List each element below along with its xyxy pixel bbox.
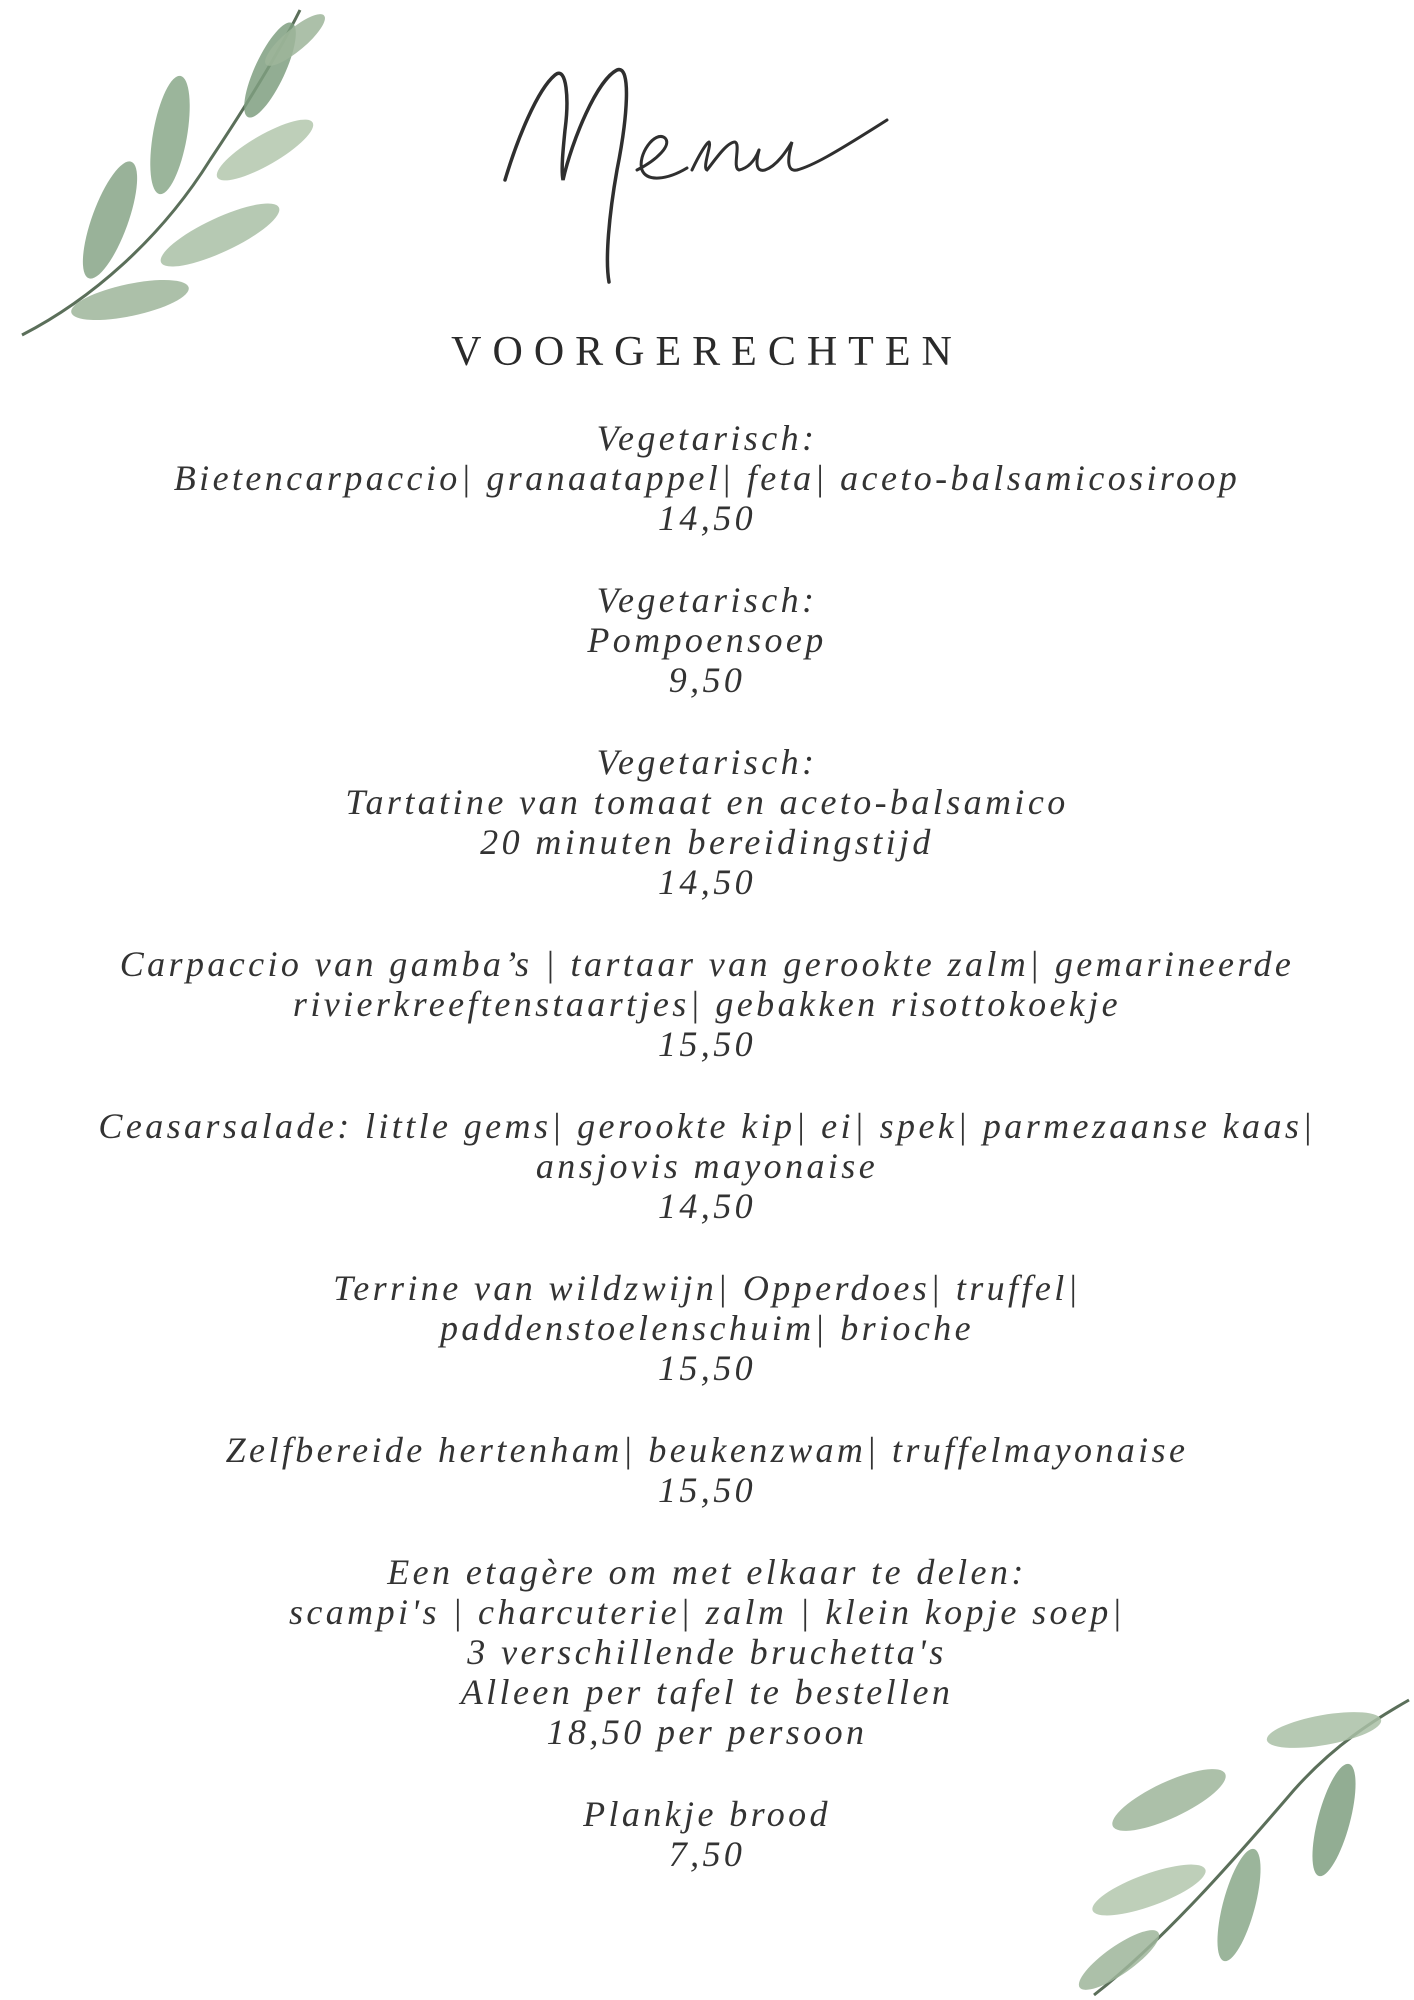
menu-item	[0, 1552, 1414, 1752]
menu-item-line: 3 verschillende bruchetta's	[467, 1632, 947, 1672]
menu-item	[0, 418, 1414, 538]
menu-list	[0, 418, 1414, 1916]
menu-item-line: rivierkreeftenstaartjes| gebakken risottokoekje	[292, 984, 1122, 1024]
menu-item	[0, 1106, 1414, 1226]
section-heading: VOORGERECHTEN	[451, 329, 963, 375]
menu-item-line: ansjovis mayonaise	[535, 1146, 879, 1186]
menu-item-price: 15,50	[658, 1470, 756, 1510]
menu-item-price: 14,50	[658, 862, 756, 902]
menu-item-price: 9,50	[668, 660, 746, 700]
menu-item-line: Vegetarisch:	[596, 580, 818, 620]
menu-item-line: Vegetarisch:	[596, 742, 818, 782]
menu-item-line: Bietencarpaccio| granaatappel| feta| aceto-balsamicosiroop	[173, 458, 1241, 498]
menu-item-price: 15,50	[658, 1024, 756, 1064]
menu-item-line: Vegetarisch:	[596, 418, 818, 458]
menu-item-price: 7,50	[668, 1834, 746, 1874]
menu-item-line: Tartatine van tomaat en aceto-balsamico	[345, 782, 1069, 822]
menu-item-line: Terrine van wildzwijn| Opperdoes| truffel|	[333, 1268, 1081, 1308]
menu-item-line: paddenstoelenschuim| brioche	[439, 1308, 974, 1348]
menu-item-line: Ceasarsalade: little gems| gerookte kip| ei| spek| parmezaanse kaas|	[98, 1106, 1316, 1146]
menu-item-price: 14,50	[658, 498, 756, 538]
menu-item	[0, 580, 1414, 700]
menu-item-price: 18,50 per persoon	[546, 1712, 868, 1752]
menu-item	[0, 944, 1414, 1064]
menu-item	[0, 1430, 1414, 1510]
menu-item	[0, 1794, 1414, 1874]
menu-item-price: 14,50	[658, 1186, 756, 1226]
menu-item-line: Pompoensoep	[587, 620, 827, 660]
menu-item	[0, 742, 1414, 902]
menu-item-line: Alleen per tafel te bestellen	[460, 1672, 954, 1712]
menu-script-icon	[487, 20, 927, 290]
page-title	[0, 20, 1414, 300]
menu-item-line: Zelfbereide hertenham| beukenzwam| truffelmayonaise	[225, 1430, 1189, 1470]
menu-item-price: 15,50	[658, 1348, 756, 1388]
menu-item-line: Een etagère om met elkaar te delen:	[387, 1552, 1027, 1592]
menu-item	[0, 1268, 1414, 1388]
menu-item-line: Plankje brood	[583, 1794, 831, 1834]
menu-item-line: 20 minuten bereidingstijd	[480, 822, 934, 862]
menu-item-line: Carpaccio van gamba’s | tartaar van gerookte zalm| gemarineerde	[119, 944, 1295, 984]
menu-item-line: scampi's | charcuterie| zalm | klein kopje soep|	[288, 1592, 1125, 1632]
